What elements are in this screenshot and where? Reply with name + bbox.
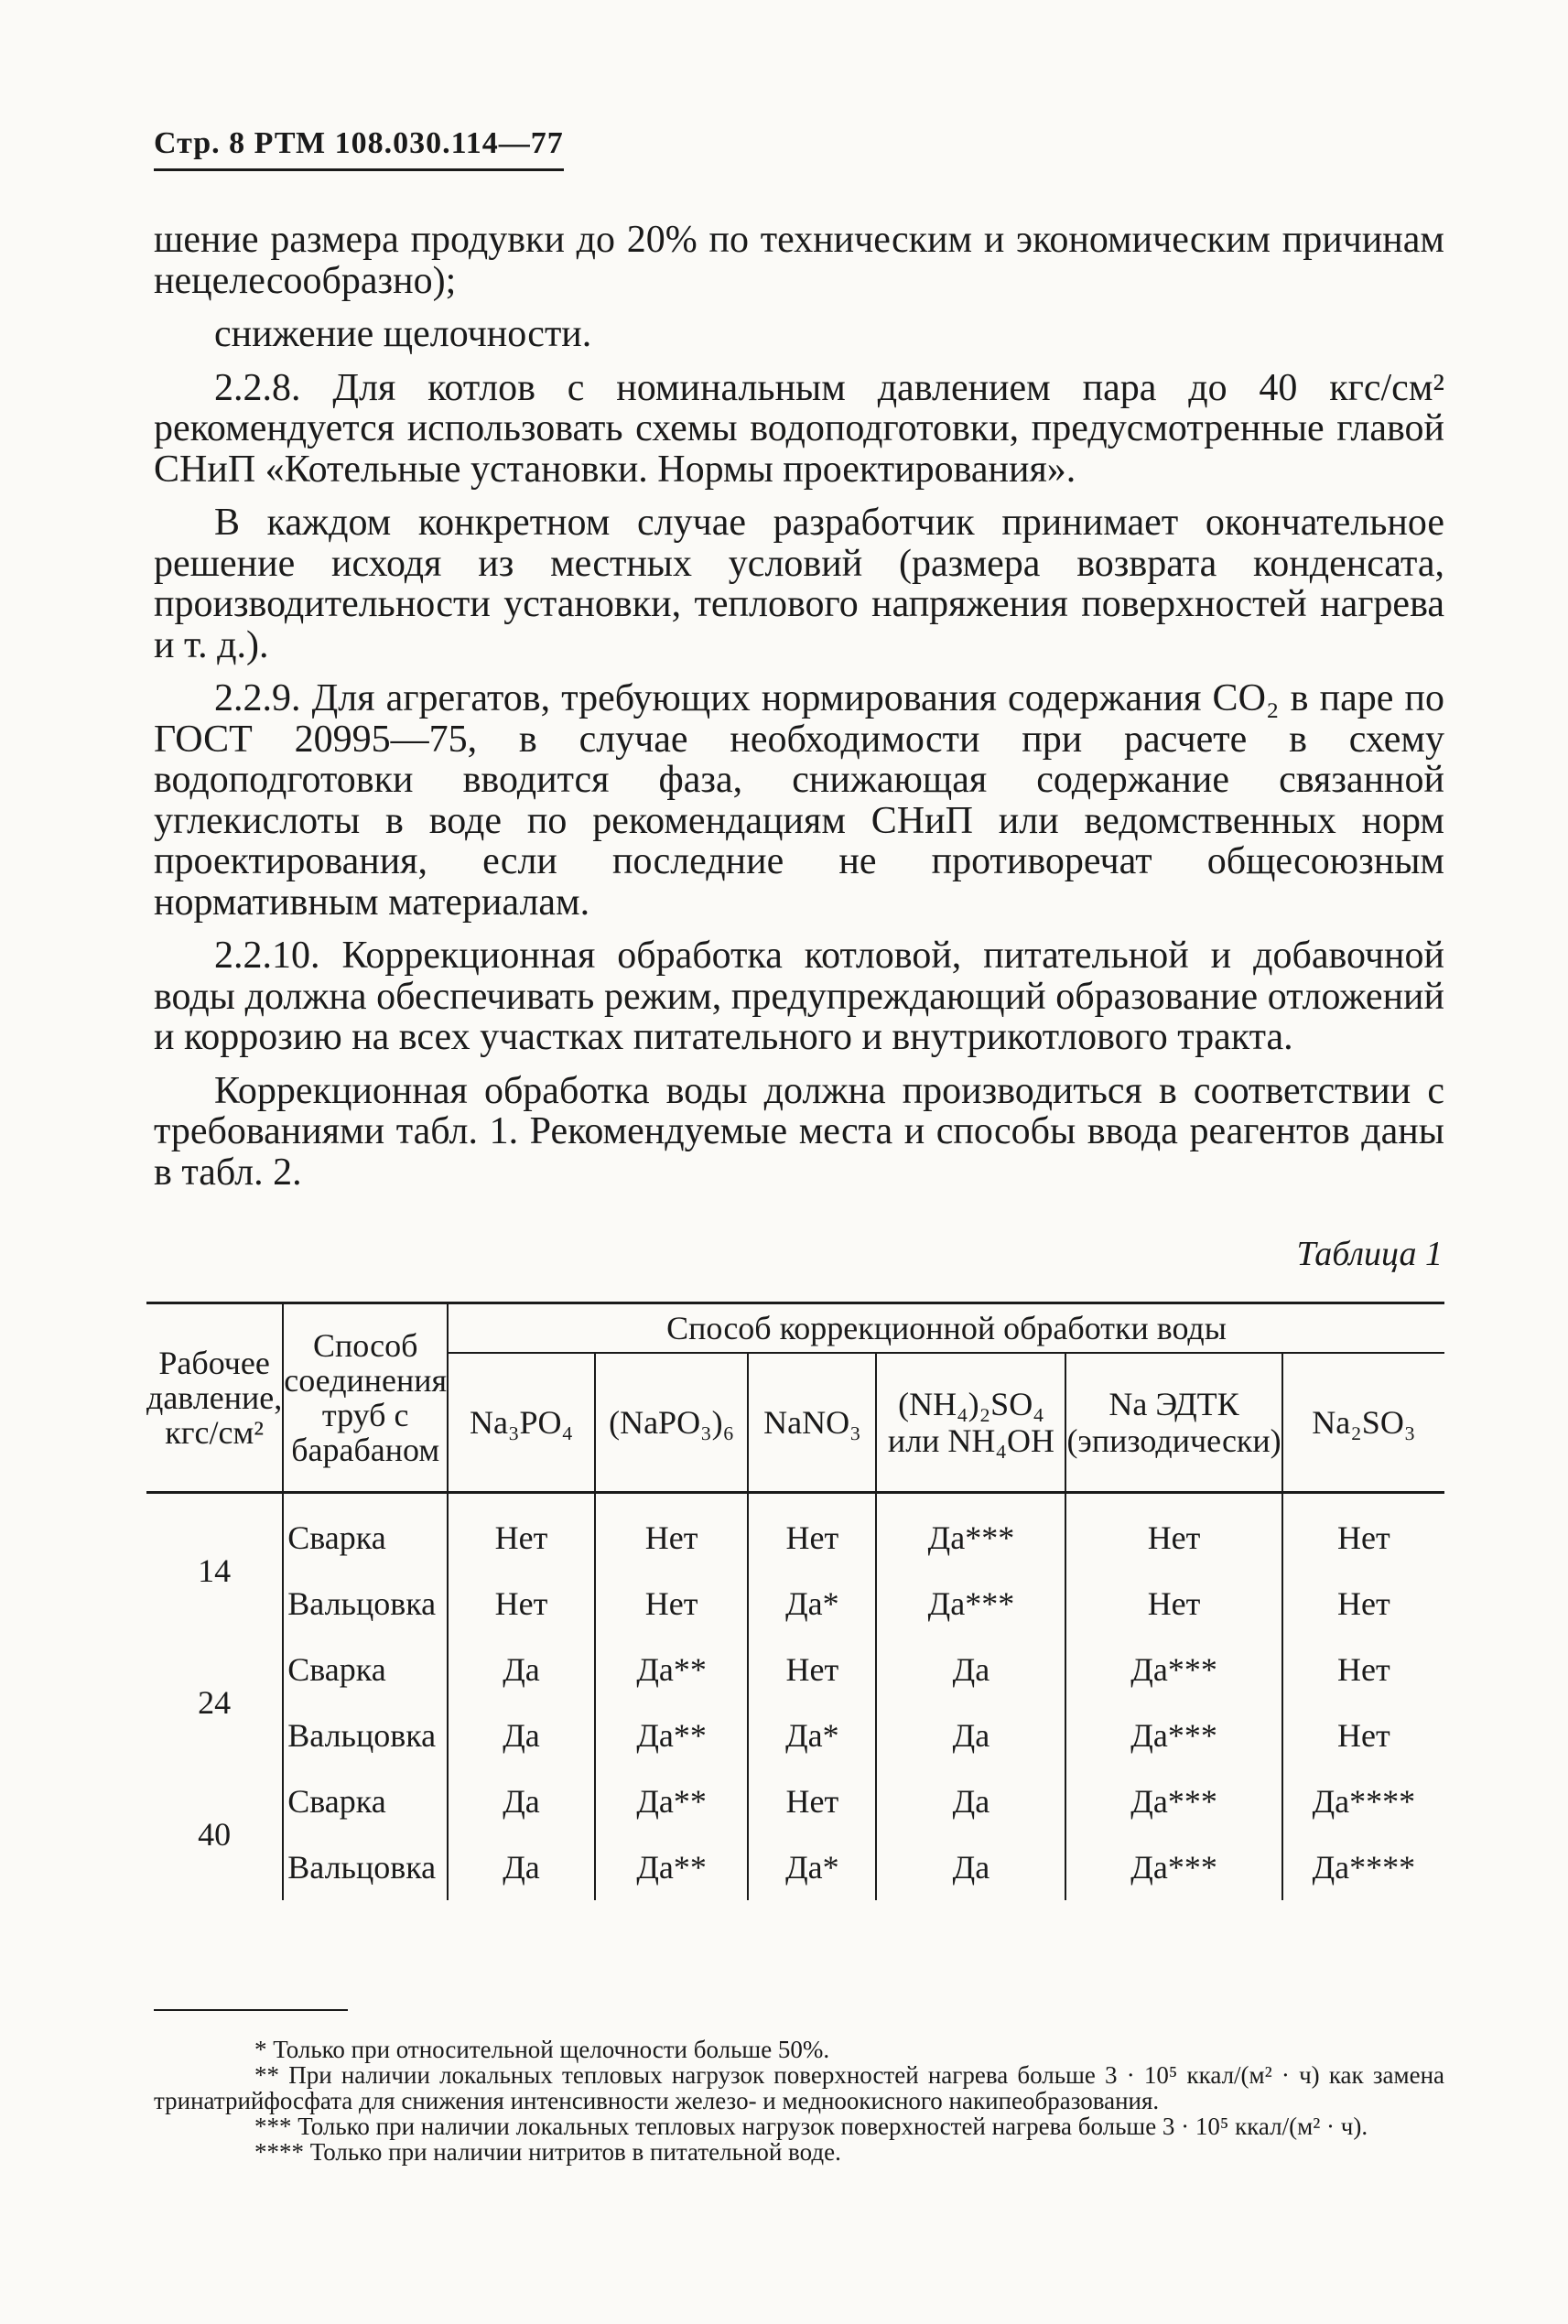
header-pressure: Рабочее давление, кгс/см² bbox=[146, 1303, 283, 1493]
cell-value: Да*** bbox=[1065, 1702, 1281, 1768]
cell-value: Да** bbox=[595, 1768, 748, 1834]
paragraph: 2.2.8. Для котлов с номинальным давлением пара до 40 кгс/см² рекомендуется использовать схемы водоподготовки, предусмотренные главой СНиП «Котельные установки. Нормы проектирования». bbox=[154, 366, 1444, 491]
footnote: ** При наличии локальных тепловых нагрузок поверхностей нагрева больше 3 · 10⁵ ккал/(м² · ч) как замена тринатрийфосфата для снижения интенсивности железо- и медноокисного накипеобразования. bbox=[154, 2061, 1444, 2114]
cell-value: Да bbox=[876, 1768, 1065, 1834]
cell-pressure: 14 bbox=[146, 1493, 283, 1638]
cell-value: Нет bbox=[1336, 1651, 1390, 1688]
header-reagent: NaNO₃ bbox=[748, 1353, 876, 1493]
table-caption: Таблица 1 bbox=[1296, 1235, 1443, 1273]
cell-value: Нет bbox=[1336, 1585, 1390, 1622]
table-row bbox=[146, 1834, 1444, 1900]
cell-value: Да** bbox=[595, 1834, 748, 1900]
cell-value: Да*** bbox=[1065, 1637, 1281, 1702]
page-header: Стр. 8 РТМ 108.030.114—77 bbox=[154, 126, 564, 171]
footnotes bbox=[154, 2037, 1444, 2165]
cell-connection: Сварка bbox=[283, 1768, 448, 1834]
paragraph: шение размера продувки до 20% по техническим и экономическим причинам нецелесообразно); bbox=[154, 219, 1444, 302]
table-row bbox=[146, 1493, 1444, 1572]
table-row bbox=[146, 1702, 1444, 1768]
cell-connection: Вальцовка bbox=[283, 1571, 448, 1637]
cell-value: Нет bbox=[1336, 1519, 1390, 1556]
cell-value: Да* bbox=[748, 1571, 876, 1637]
cell-connection: Сварка bbox=[283, 1493, 448, 1572]
cell-value: Нет bbox=[1065, 1493, 1281, 1572]
cell-value: Да** bbox=[595, 1702, 748, 1768]
table-row bbox=[146, 1768, 1444, 1834]
cell-value: Да*** bbox=[1065, 1768, 1281, 1834]
footnote-rule bbox=[154, 2009, 348, 2011]
cell-value: Да**** bbox=[1312, 1849, 1416, 1886]
cell-value: Да bbox=[876, 1637, 1065, 1702]
cell-connection: Вальцовка bbox=[283, 1834, 448, 1900]
cell-value: Да bbox=[448, 1702, 595, 1768]
cell-value: Да*** bbox=[876, 1493, 1065, 1572]
cell-value: Нет bbox=[1336, 1717, 1390, 1754]
cell-value: Да bbox=[876, 1702, 1065, 1768]
cell-value: Нет bbox=[1065, 1571, 1281, 1637]
paragraph: 2.2.9. Для агрегатов, требующих нормирования содержания CO₂ в паре по ГОСТ 20995—75, в случае необходимости при расчете в схему водоподготовки вводится фаза, снижающая содержание связанной углекислоты в воде по рекомендациям СНиП или ведомственных норм проектирования, если последние не противоречат общесоюзным нормативным материалам. bbox=[154, 677, 1444, 924]
paragraph: 2.2.10. Коррекционная обработка котловой, питательной и добавочной воды должна обеспечивать режим, предупреждающий образование отложений и коррозию на всех участках питательного и внутрикотлового тракта. bbox=[154, 935, 1444, 1058]
cell-value: Нет bbox=[748, 1637, 876, 1702]
cell-value: Да** bbox=[595, 1637, 748, 1702]
cell-value: Да* bbox=[748, 1702, 876, 1768]
cell-pressure: 40 bbox=[146, 1768, 283, 1900]
cell-connection: Сварка bbox=[283, 1637, 448, 1702]
footnote: * Только при относительной щелочности больше 50%. bbox=[254, 2036, 830, 2063]
cell-value: Да*** bbox=[876, 1571, 1065, 1637]
paragraph: снижение щелочности. bbox=[214, 313, 592, 355]
cell-value: Да bbox=[876, 1834, 1065, 1900]
correction-treatment-table bbox=[146, 1302, 1444, 1900]
table-row bbox=[146, 1571, 1444, 1637]
cell-value: Да bbox=[448, 1768, 595, 1834]
cell-value: Нет bbox=[595, 1571, 748, 1637]
cell-value: Нет bbox=[595, 1493, 748, 1572]
table-row bbox=[146, 1637, 1444, 1702]
paragraph: В каждом конкретном случае разработчик принимает окончательное решение исходя из местных условий (размера возврата конденсата, производительности установки, теплового напряжения поверхностей нагрева и т. д.). bbox=[154, 502, 1444, 666]
cell-value: Да* bbox=[748, 1834, 876, 1900]
cell-value: Да**** bbox=[1312, 1783, 1416, 1820]
header-reagent: Na₃PO₄ bbox=[448, 1353, 595, 1493]
cell-connection: Вальцовка bbox=[283, 1702, 448, 1768]
cell-value: Да*** bbox=[1065, 1834, 1281, 1900]
cell-pressure: 24 bbox=[146, 1637, 283, 1768]
header-reagent: Na ЭДТК (эпизодически) bbox=[1065, 1353, 1281, 1493]
cell-value: Нет bbox=[748, 1768, 876, 1834]
header-reagent: (NaPO₃)₆ bbox=[595, 1353, 748, 1493]
cell-value: Нет bbox=[448, 1493, 595, 1572]
body-text bbox=[154, 220, 1444, 1205]
header-treatment-group: Способ коррекционной обработки воды bbox=[448, 1303, 1444, 1354]
cell-value: Да bbox=[448, 1834, 595, 1900]
header-connection: Способ соединения труб с барабаном bbox=[283, 1303, 448, 1493]
footnote: **** Только при наличии нитритов в питательной воде. bbox=[254, 2138, 841, 2166]
cell-value: Нет bbox=[448, 1571, 595, 1637]
footnote: *** Только при наличии локальных тепловых нагрузок поверхностей нагрева больше 3 · 10⁵ ккал/(м² · ч). bbox=[254, 2113, 1368, 2140]
cell-value: Да bbox=[448, 1637, 595, 1702]
paragraph: Коррекционная обработка воды должна производиться в соответствии с требованиями табл. 1. Рекомендуемые места и способы ввода реагентов даны в табл. 2. bbox=[154, 1069, 1444, 1194]
header-reagent: Na₂SO₃ bbox=[1282, 1353, 1444, 1493]
header-reagent: (NH₄)₂SO₄ или NH₄OH bbox=[876, 1353, 1065, 1493]
cell-value: Нет bbox=[748, 1493, 876, 1572]
